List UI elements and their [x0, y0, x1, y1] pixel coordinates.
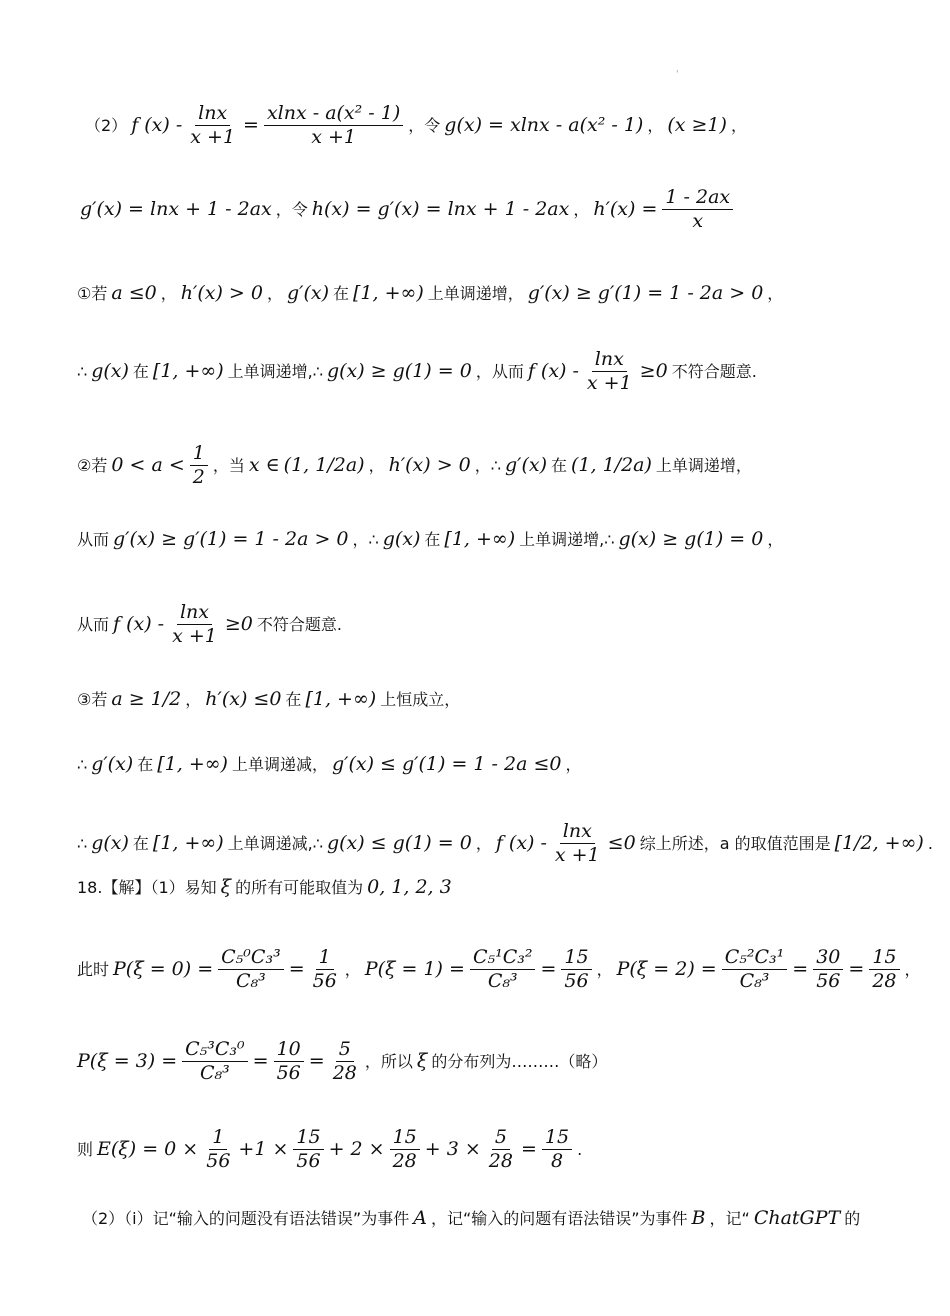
fraction-numerator: 1 — [190, 444, 208, 466]
text-segment: ，令 — [275, 199, 308, 219]
solution-line — [0, 350, 950, 393]
fraction-numerator: lnx — [195, 104, 230, 126]
math-expression: ≥0 — [224, 613, 253, 635]
fraction-numerator: C₅³C₃⁰ — [182, 1040, 248, 1062]
text-segment: 在 — [551, 455, 568, 475]
solution-line — [0, 690, 950, 709]
fraction — [187, 104, 238, 147]
fraction-numerator: 30 — [813, 948, 843, 970]
math-expression: = — [308, 1050, 325, 1072]
math-expression: f (x) - — [131, 114, 183, 136]
fraction — [310, 948, 340, 991]
solution-line — [0, 822, 950, 865]
math-expression: f (x) - — [113, 613, 165, 635]
fraction — [293, 1128, 323, 1171]
fraction-denominator: C₈³ — [236, 970, 266, 992]
solution-line — [0, 755, 950, 774]
text-segment: 在 — [285, 689, 302, 709]
text-segment: ，当 — [212, 455, 245, 475]
text-segment: 的 — [844, 1208, 861, 1228]
text-segment: 从而 — [77, 614, 110, 634]
math-expression: g(x) ≥ g(1) = 0 — [618, 528, 764, 550]
text-segment: （2）（i）记“输入的问题没有语法错误”为事件 — [82, 1208, 410, 1228]
text-segment: （2） — [85, 115, 128, 135]
fraction — [722, 948, 788, 991]
solution-line — [0, 444, 950, 487]
fraction — [169, 603, 220, 646]
page-mark: ' — [676, 70, 679, 80]
math-expression: h′(x) = — [593, 198, 658, 220]
math-expression: 0 < a < — [111, 454, 185, 476]
math-expression: (1, 1/2a) — [283, 454, 365, 476]
fraction — [486, 1128, 516, 1171]
math-expression: g′(x) — [91, 753, 134, 775]
math-expression: ≤0 — [607, 832, 636, 854]
text-segment: ，记“ — [709, 1208, 750, 1228]
text-segment: ， — [160, 283, 177, 303]
fraction — [274, 1040, 304, 1083]
text-segment: ， — [904, 959, 921, 979]
text-segment: ， — [266, 283, 283, 303]
text-segment: ， — [647, 115, 664, 135]
fraction-numerator: 1 — [316, 948, 334, 970]
math-expression: P(ξ = 1) = — [364, 958, 465, 980]
fraction-denominator: 56 — [564, 970, 589, 992]
math-expression: h′(x) > 0 — [388, 454, 471, 476]
fraction-denominator: 56 — [816, 970, 841, 992]
fraction-denominator: 28 — [872, 970, 897, 992]
math-expression: h′(x) > 0 — [180, 282, 263, 304]
text-segment: ， — [344, 959, 361, 979]
fraction — [561, 948, 591, 991]
math-expression: + 2 × — [328, 1138, 385, 1160]
fraction — [662, 188, 733, 231]
text-segment: ∴ — [77, 754, 88, 774]
fraction-denominator: x +1 — [172, 625, 217, 647]
fraction-denominator: 8 — [550, 1150, 564, 1172]
math-expression: [1, +∞) — [152, 832, 224, 854]
math-expression: [1, +∞) — [157, 753, 228, 775]
math-expression: g′(x) ≥ g′(1) = 1 - 2a > 0 — [113, 528, 349, 550]
fraction-denominator: 28 — [332, 1062, 357, 1084]
fraction-numerator: 1 - 2ax — [662, 188, 733, 210]
fraction-numerator: 15 — [293, 1128, 323, 1150]
text-segment: 在 — [132, 361, 149, 381]
math-expression: [1, +∞) — [353, 282, 424, 304]
fraction-numerator: 15 — [542, 1128, 572, 1150]
fraction-denominator: 56 — [296, 1150, 321, 1172]
math-expression: + 3 × — [424, 1138, 481, 1160]
text-segment: ，从而 — [475, 361, 524, 381]
math-expression: E(ξ) = 0 × — [97, 1138, 199, 1160]
fraction-denominator: 56 — [206, 1150, 231, 1172]
text-segment: ，令 — [408, 115, 441, 135]
fraction — [330, 1040, 360, 1083]
math-expression: g′(x) = lnx + 1 - 2ax — [80, 198, 272, 220]
fraction — [584, 350, 635, 393]
fraction — [542, 1128, 572, 1171]
text-segment: ， — [767, 529, 784, 549]
text-segment: ，记“输入的问题有语法错误”为事件 — [430, 1208, 688, 1228]
math-expression: 0, 1, 2, 3 — [367, 876, 452, 898]
solution-line — [0, 1040, 950, 1083]
fraction-numerator: C₅⁰C₃³ — [218, 948, 284, 970]
fraction-numerator: C₅²C₃¹ — [722, 948, 788, 970]
fraction-numerator: C₅¹C₃² — [470, 948, 536, 970]
math-expression: g′(x) — [504, 454, 547, 476]
math-expression: g(x) — [91, 832, 129, 854]
math-expression: g(x) — [382, 528, 421, 550]
math-expression: [1, +∞) — [305, 688, 377, 710]
fraction-denominator: x +1 — [190, 126, 236, 148]
text-segment: 上单调递增,∴ — [227, 361, 323, 381]
text-segment: ， — [565, 754, 582, 774]
fraction-numerator: lnx — [177, 603, 212, 625]
fraction — [813, 948, 843, 991]
math-expression: g(x) ≥ g(1) = 0 — [326, 360, 472, 382]
solution-line — [0, 104, 950, 147]
math-expression: ≥0 — [639, 360, 668, 382]
text-segment: 在 — [132, 833, 149, 853]
math-expression: P(ξ = 0) = — [113, 958, 214, 980]
text-segment: 的所有可能取值为 — [235, 877, 364, 897]
solution-line — [0, 284, 950, 303]
text-segment: ②若 — [77, 455, 108, 475]
fraction — [390, 1128, 420, 1171]
math-expression: ξ — [416, 1050, 428, 1072]
math-expression: = — [288, 958, 305, 980]
text-segment: . — [577, 1139, 583, 1159]
text-segment: ∴ — [77, 833, 88, 853]
math-expression: g′(x) ≤ g′(1) = 1 - 2a ≤0 — [332, 753, 562, 775]
solution-line — [0, 878, 950, 897]
text-segment: 综上所述，a 的取值范围是 — [639, 833, 831, 853]
math-expression: a ≤0 — [111, 282, 157, 304]
text-segment: ， — [368, 455, 385, 475]
text-segment: 上单调递增， — [427, 283, 524, 303]
text-segment: ， — [475, 833, 492, 853]
text-segment: ， — [185, 689, 202, 709]
fraction-denominator: x +1 — [586, 372, 632, 394]
fraction-denominator: C₈³ — [487, 970, 518, 992]
text-segment: 上单调递增， — [655, 455, 752, 475]
math-expression: = — [520, 1138, 537, 1160]
text-segment: 18.【解】（1）易知 — [77, 877, 217, 897]
text-segment: 从而 — [77, 529, 110, 549]
fraction-denominator: x — [692, 210, 704, 232]
fraction-numerator: lnx — [560, 822, 595, 844]
solution-line — [0, 188, 950, 231]
solution-line — [0, 1128, 950, 1171]
fraction-numerator: 5 — [336, 1040, 354, 1062]
fraction — [470, 948, 536, 991]
text-segment: ∴ — [77, 361, 88, 381]
math-expression: A — [413, 1207, 427, 1229]
text-segment: ， — [596, 959, 613, 979]
math-expression: +1 × — [238, 1138, 289, 1160]
math-expression: g(x) — [91, 360, 129, 382]
text-segment: 在 — [424, 529, 441, 549]
text-segment: ①若 — [77, 283, 108, 303]
fraction-numerator: 15 — [561, 948, 591, 970]
fraction-denominator: x +1 — [311, 126, 356, 148]
math-expression: [1/2, +∞) — [834, 832, 924, 854]
fraction — [264, 104, 403, 147]
fraction-denominator: 28 — [392, 1150, 417, 1172]
math-expression: = — [540, 958, 557, 980]
solution-line — [0, 948, 950, 991]
text-segment: 的分布列为………（略） — [431, 1051, 608, 1071]
solution-line — [0, 1209, 950, 1228]
text-segment: 不符合题意. — [671, 361, 757, 381]
math-expression: [1, +∞) — [444, 528, 516, 550]
math-expression: P(ξ = 2) = — [616, 958, 717, 980]
text-segment: ，∴ — [474, 455, 501, 475]
fraction — [218, 948, 284, 991]
math-expression: a ≥ 1/2 — [111, 688, 182, 710]
fraction-denominator: C₈³ — [739, 970, 770, 992]
math-expression: g(x) ≤ g(1) = 0 — [326, 832, 472, 854]
fraction — [552, 822, 603, 865]
fraction-numerator: lnx — [592, 350, 627, 372]
text-segment: ，所以 — [364, 1051, 413, 1071]
text-segment: 上单调递增,∴ — [519, 529, 615, 549]
text-segment: 此时 — [77, 959, 110, 979]
math-expression: [1, +∞) — [152, 360, 224, 382]
math-expression: f (x) - — [527, 360, 579, 382]
fraction — [869, 948, 899, 991]
text-segment: 则 — [77, 1139, 94, 1159]
math-expression: g(x) = xlnx - a(x² - 1) — [444, 114, 644, 136]
text-segment: 上恒成立， — [380, 689, 461, 709]
math-expression: (x ≥1) — [667, 114, 727, 136]
text-segment: 不符合题意. — [256, 614, 342, 634]
fraction-denominator: x +1 — [554, 844, 600, 866]
fraction — [203, 1128, 233, 1171]
solution-line — [0, 603, 950, 646]
fraction-numerator: xlnx - a(x² - 1) — [264, 104, 403, 126]
fraction-numerator: 15 — [390, 1128, 420, 1150]
math-expression: = — [243, 114, 259, 136]
text-segment: 在 — [333, 283, 350, 303]
text-segment: ③若 — [77, 689, 108, 709]
text-segment: ， — [573, 199, 590, 219]
text-segment: 上单调递减,∴ — [227, 833, 323, 853]
math-expression: (1, 1/2a) — [571, 454, 652, 476]
math-expression: = — [848, 958, 865, 980]
text-segment: ， — [730, 115, 747, 135]
fraction-denominator: C₈³ — [200, 1062, 230, 1084]
fraction-denominator: 56 — [312, 970, 337, 992]
fraction-numerator: 15 — [869, 948, 899, 970]
text-segment: 上单调递减， — [231, 754, 328, 774]
fraction-denominator: 28 — [488, 1150, 513, 1172]
math-expression: x ∈ — [248, 454, 280, 476]
text-segment: ， — [767, 283, 784, 303]
math-expression: = — [792, 958, 809, 980]
text-segment: ，∴ — [352, 529, 379, 549]
fraction-numerator: 5 — [492, 1128, 510, 1150]
fraction — [190, 444, 208, 487]
math-expression: f (x) - — [495, 832, 547, 854]
math-expression: B — [691, 1207, 706, 1229]
math-expression: = — [252, 1050, 269, 1072]
math-expression: ChatGPT — [753, 1207, 841, 1229]
text-segment: . — [927, 833, 933, 853]
math-expression: g′(x) — [286, 282, 329, 304]
fraction-denominator: 56 — [276, 1062, 301, 1084]
math-expression: P(ξ = 3) = — [77, 1050, 178, 1072]
math-expression: h(x) = g′(x) = lnx + 1 - 2ax — [311, 198, 570, 220]
math-expression: ξ — [220, 876, 232, 898]
fraction — [182, 1040, 248, 1083]
fraction-numerator: 1 — [209, 1128, 227, 1150]
fraction-numerator: 10 — [274, 1040, 304, 1062]
solution-line — [0, 530, 950, 549]
math-expression: g′(x) ≥ g′(1) = 1 - 2a > 0 — [527, 282, 764, 304]
fraction-denominator: 2 — [192, 466, 205, 488]
text-segment: 在 — [137, 754, 154, 774]
math-expression: h′(x) ≤0 — [205, 688, 282, 710]
